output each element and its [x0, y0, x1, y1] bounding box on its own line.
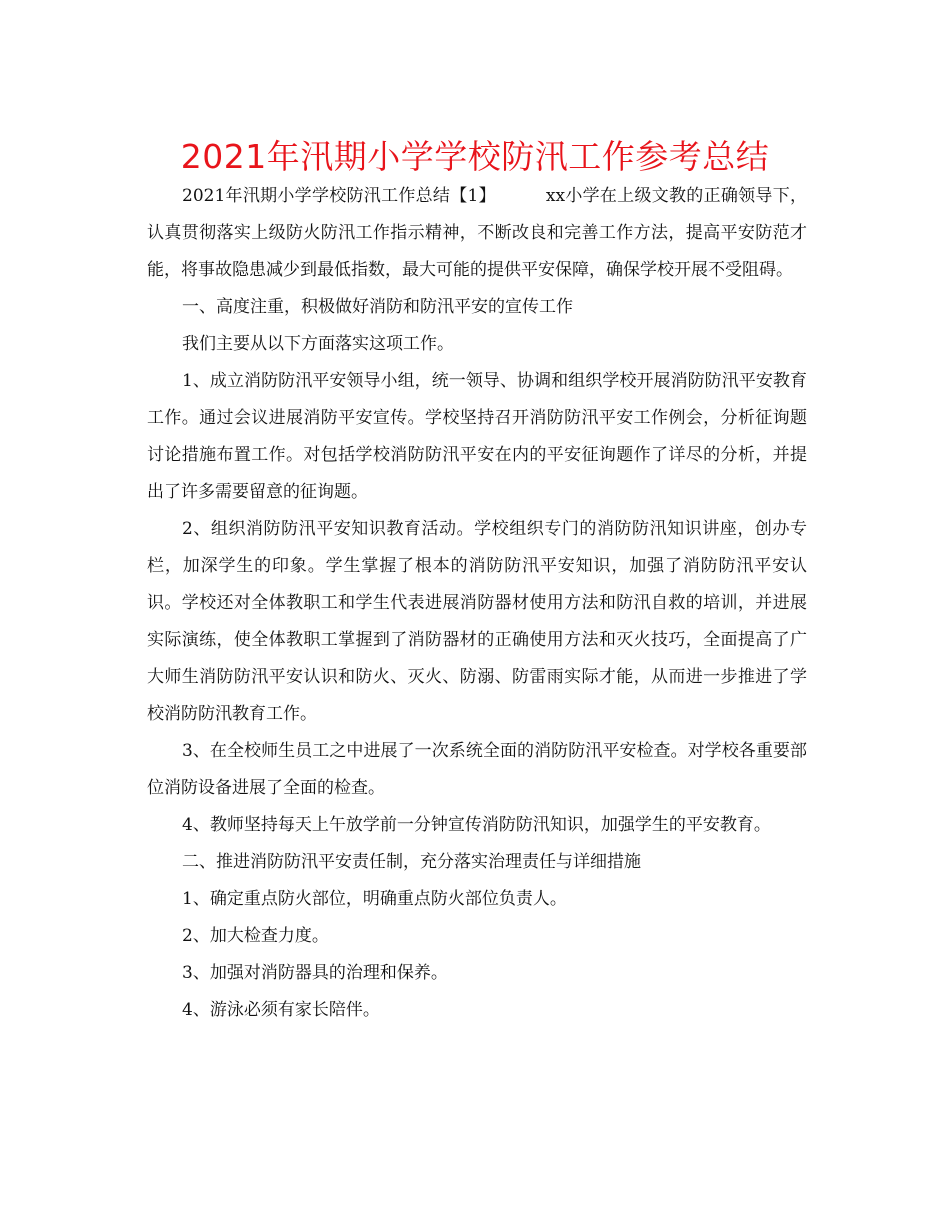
list-item: 3、在全校师生员工之中进展了一次系统全面的消防防汛平安检查。对学校各重要部位消防设备进展了全面的检查。 [147, 741, 807, 798]
list-item: 3、加强对消防器具的治理和保养。 [182, 963, 448, 983]
list-item: 1、成立消防防汛平安领导小组，统一领导、协调和组织学校开展消防防汛平安教育工作。通过会议进展消防平安宣传。学校坚持召开消防防汛平安工作例会，分析征询题讨论措施布置工作。对包括学校消防防汛平安在内的平安征询题作了详尽的分析，并提出了许多需要留意的征询题。 [147, 371, 807, 502]
document-body [147, 178, 807, 1029]
list-item: 4、游泳必须有家长陪伴。 [182, 1000, 380, 1020]
section-heading: 二、推进消防防汛平安责任制，充分落实治理责任与详细措施 [182, 852, 641, 872]
list-item: 4、教师坚持每天上午放学前一分钟宣传消防防汛知识，加强学生的平安教育。 [182, 815, 771, 835]
intro-heading: 2021年汛期小学学校防汛工作总结【1】 [182, 186, 496, 206]
list-item: 2、加大检查力度。 [182, 926, 329, 946]
intro-paragraph [147, 178, 807, 289]
document-title: 2021年汛期小学学校防汛工作参考总结 [180, 137, 770, 176]
intro-text: xx小学在上级文教的正确领导下，认真贯彻落实上级防火防汛工作指示精神，不断改良和完善工作方法，提高平安防范才能，将事故隐患减少到最低指数，最大可能的提供平安保障，确保学校开展不受阻碍。 [147, 186, 807, 280]
list-item: 1、确定重点防火部位，明确重点防火部位负责人。 [182, 889, 567, 909]
section-heading: 一、高度注重，积极做好消防和防汛平安的宣传工作 [182, 297, 573, 317]
paragraph: 我们主要从以下方面落实这项工作。 [182, 334, 454, 354]
list-item: 2、组织消防防汛平安知识教育活动。学校组织专门的消防防汛知识讲座，创办专栏，加深学生的印象。学生掌握了根本的消防防汛平安知识，加强了消防防汛平安认识。学校还对全体教职工和学生代表进展消防器材使用方法和防汛自救的培训，并进展实际演练，使全体教职工掌握到了消防器材的正确使用方法和灭火技巧，全面提高了广大师生消防防汛平安认识和防火、灭火、防溺、防雷雨实际才能，从而进一步推进了学校消防防汛教育工作。 [147, 519, 807, 724]
